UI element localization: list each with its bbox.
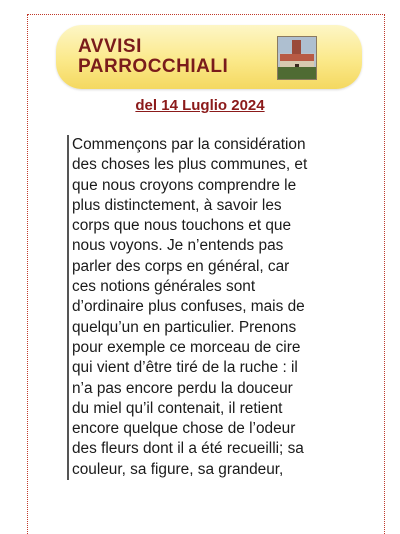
title-line-2: PARROCCHIALI xyxy=(78,56,229,77)
page-title xyxy=(78,37,228,77)
title-line-1: AVVISI xyxy=(78,36,142,57)
date-heading xyxy=(0,97,400,114)
header-banner xyxy=(56,25,362,89)
church-photo xyxy=(278,37,316,79)
article-body: Commençons par la considération des choses les plus communes, et que nous croyons comprendre le plus distinctement, à savoir les corps que nous touchons et que nous voyons. Je n’entends pas parler des corps en général, car ces notions générales sont d’ordinaire plus confuses, mais de quelqu’un en particulier. Prenons pour exemple ce morceau de cire qui vient d’être tiré de la ruche : il n’a pas encore perdu la douceur du miel qu’il contenait, il retient encore quelque chose de l’odeur des fleurs dont il a été recueilli; sa couleur, sa figure, sa grandeur, xyxy=(67,135,384,480)
date-text: del 14 Luglio 2024 xyxy=(135,97,265,114)
